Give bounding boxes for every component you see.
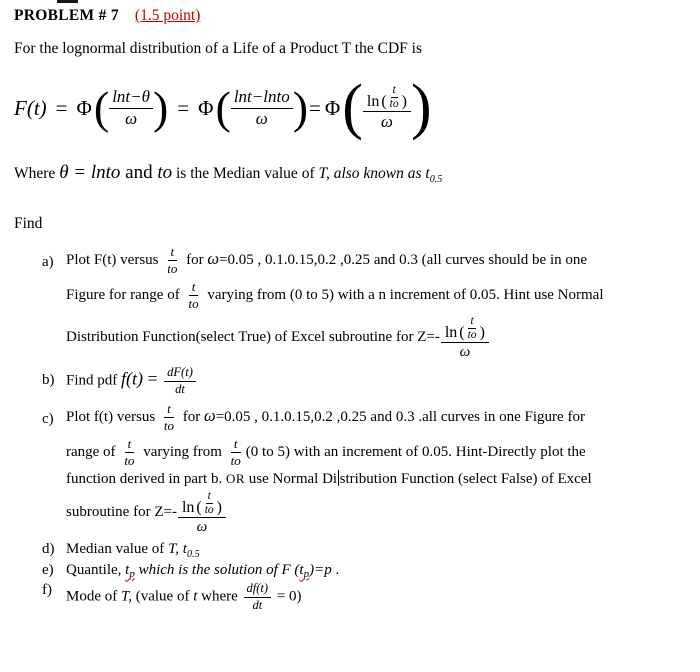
text: =0.05 , 0.1.0.15,0.2 ,0.25 and 0.3 .all curves in one Figure for — [215, 409, 585, 426]
or-smallcaps: OR — [225, 471, 246, 487]
text: (value of — [131, 588, 194, 605]
t-over-to-fraction: $\frac{t}{to}$ — [124, 436, 135, 469]
omega-symbol: ω — [207, 248, 220, 268]
problem-title: PROBLEM # 7 — [14, 7, 119, 24]
phi-symbol: Φ — [198, 95, 214, 120]
item-a-line1[interactable] — [66, 245, 692, 276]
text: range of — [66, 444, 120, 461]
left-paren: ( — [215, 82, 231, 134]
item-c-letter: c) — [42, 411, 54, 428]
t-over-to-fraction: $\frac{t}{to}$ — [163, 401, 175, 434]
equals-sign: = — [55, 95, 68, 120]
formula-lhs: F(t) — [14, 95, 47, 120]
equals-sign: = — [177, 95, 190, 120]
text: Where — [14, 165, 60, 182]
item-c-line3[interactable] — [66, 470, 692, 488]
text: is the Median value of — [172, 165, 319, 182]
text: Distribution Function(select True) of Excel subroutine for Z=- — [66, 329, 440, 346]
item-c-line1[interactable] — [66, 402, 692, 433]
where-line[interactable] — [14, 162, 692, 185]
text: stribution Function (select False) of Excel — [339, 471, 592, 488]
item-b — [42, 366, 692, 402]
text: function derived in part b. — [66, 471, 226, 488]
text: where — [197, 588, 242, 605]
cdf-formula[interactable] — [14, 64, 692, 152]
T-symbol: T, — [121, 588, 132, 605]
right-paren: ) — [292, 82, 309, 134]
T-symbol: T, — [168, 541, 180, 558]
item-f-letter: f) — [42, 582, 52, 599]
text: varying from (0 to 5) with a n increment of 0.05. Hint use Normal — [203, 287, 604, 304]
item-f — [42, 582, 692, 615]
text: . — [331, 562, 340, 579]
text: Mode of — [66, 588, 121, 605]
ln-label: ln — [366, 92, 380, 110]
points-label: (1.5 point) — [134, 7, 201, 24]
phi-symbol: Φ — [324, 95, 341, 120]
t-over-to-fraction: $\frac{t}{to}$ — [230, 436, 241, 469]
t-over-to-fraction: $\frac{t}{to}$ — [467, 315, 477, 341]
f-of-t: f(t) — [121, 368, 144, 389]
dF-dt-fraction: $\frac{dF(t)}{dt}$ — [164, 366, 196, 396]
z-fraction-ln-t-to-over-omega: ln ( $\frac{t}{to}$ ) ω — [441, 315, 489, 360]
problem-header[interactable] — [14, 7, 692, 25]
item-c — [42, 402, 692, 541]
T-symbol: T, — [318, 165, 330, 182]
item-d — [42, 541, 692, 562]
item-a-line3[interactable] — [66, 315, 692, 360]
text: subroutine for Z=- — [66, 504, 177, 521]
fraction-lnt-lnto-over-omega: $\frac{\text{lnt−lnto}}{\omega}$ — [231, 88, 293, 128]
phi-symbol: Φ — [76, 95, 92, 120]
item-f-line1[interactable] — [66, 582, 692, 612]
right-paren: ) — [152, 82, 169, 134]
intro-text[interactable]: For the lognormal distribution of a Life of a Product T the CDF is — [14, 40, 422, 57]
text: Plot F(t) versus — [66, 251, 163, 268]
ln-label: ln — [444, 323, 458, 341]
df-dt-fraction: $\frac{df(t)}{dt}$ — [244, 582, 272, 612]
text: Median value of — [66, 541, 169, 558]
text: Plot f(t) versus — [66, 409, 159, 426]
item-a-letter: a) — [42, 254, 54, 270]
item-b-line1[interactable] — [66, 366, 692, 396]
text: (0 to 5) with an increment of 0.05. Hint-Directly plot the — [245, 444, 586, 461]
item-e-line1[interactable] — [66, 562, 692, 580]
text: Figure for range of — [66, 287, 184, 304]
text: for — [179, 409, 205, 426]
text: )=p — [309, 562, 332, 579]
theta-equals-lnto: θ = lnto — [59, 162, 121, 183]
problem-item-list — [42, 245, 692, 615]
item-c-line2[interactable] — [66, 437, 692, 468]
text: = 0) — [273, 588, 302, 605]
t-over-to-fraction: $\frac{t}{to}$ — [188, 279, 199, 312]
t-over-to-fraction: $\frac{t}{to}$ — [204, 490, 214, 516]
t-symbol: t — [179, 541, 187, 558]
t-symbol: t — [193, 588, 198, 605]
right-paren: ) — [410, 73, 432, 142]
text: and — [120, 162, 158, 183]
item-d-line1[interactable] — [66, 541, 692, 560]
z-fraction-ln-t-to-over-omega: ln ( $\frac{t}{to}$ ) ω — [178, 490, 226, 535]
text: use Normal Di — [245, 471, 338, 488]
to-symbol: to — [157, 162, 173, 183]
text: for — [182, 251, 208, 268]
fraction-lnt-theta-over-omega: $\frac{\ln t-\theta}{\omega}$ — [109, 88, 153, 128]
item-e — [42, 562, 692, 582]
page-top-artifact — [57, 0, 78, 3]
tp-spellcheck: $t_p$ — [299, 562, 310, 581]
tp-spellcheck: $t_p$ — [125, 562, 135, 581]
text: varying from — [139, 444, 226, 461]
text: Quantile, — [66, 562, 126, 579]
equals-sign: = — [309, 95, 321, 120]
item-e-letter: e) — [42, 562, 54, 579]
equals-sign: = — [143, 368, 163, 389]
text: also known as t — [329, 165, 430, 182]
t-over-to-fraction: $\frac{t}{to}$ — [167, 244, 178, 277]
text: Find pdf — [66, 372, 122, 389]
find-label[interactable]: Find — [14, 215, 43, 232]
fraction-ln-t-to-over-omega: ln ( $\frac{t}{to}$ ) ω — [363, 84, 411, 131]
item-b-letter: b) — [42, 372, 55, 389]
left-paren: ( — [342, 73, 363, 142]
subscript-05: 0.5 — [186, 549, 200, 561]
omega-symbol: ω — [204, 406, 216, 426]
subscript-05: 0.5 — [429, 174, 443, 185]
text: which is the solution of F ( — [134, 562, 300, 579]
item-a — [42, 245, 692, 366]
text: =0.05 , 0.1.0.15,0.2 ,0.25 and 0.3 (all curves should be in one — [219, 251, 588, 268]
item-d-letter: d) — [42, 541, 55, 558]
ln-label: ln — [181, 498, 195, 516]
t-over-to-fraction: $\frac{t}{to}$ — [389, 84, 399, 110]
item-c-line4[interactable] — [66, 490, 692, 535]
left-paren: ( — [93, 82, 110, 134]
item-a-line2[interactable] — [66, 280, 692, 311]
